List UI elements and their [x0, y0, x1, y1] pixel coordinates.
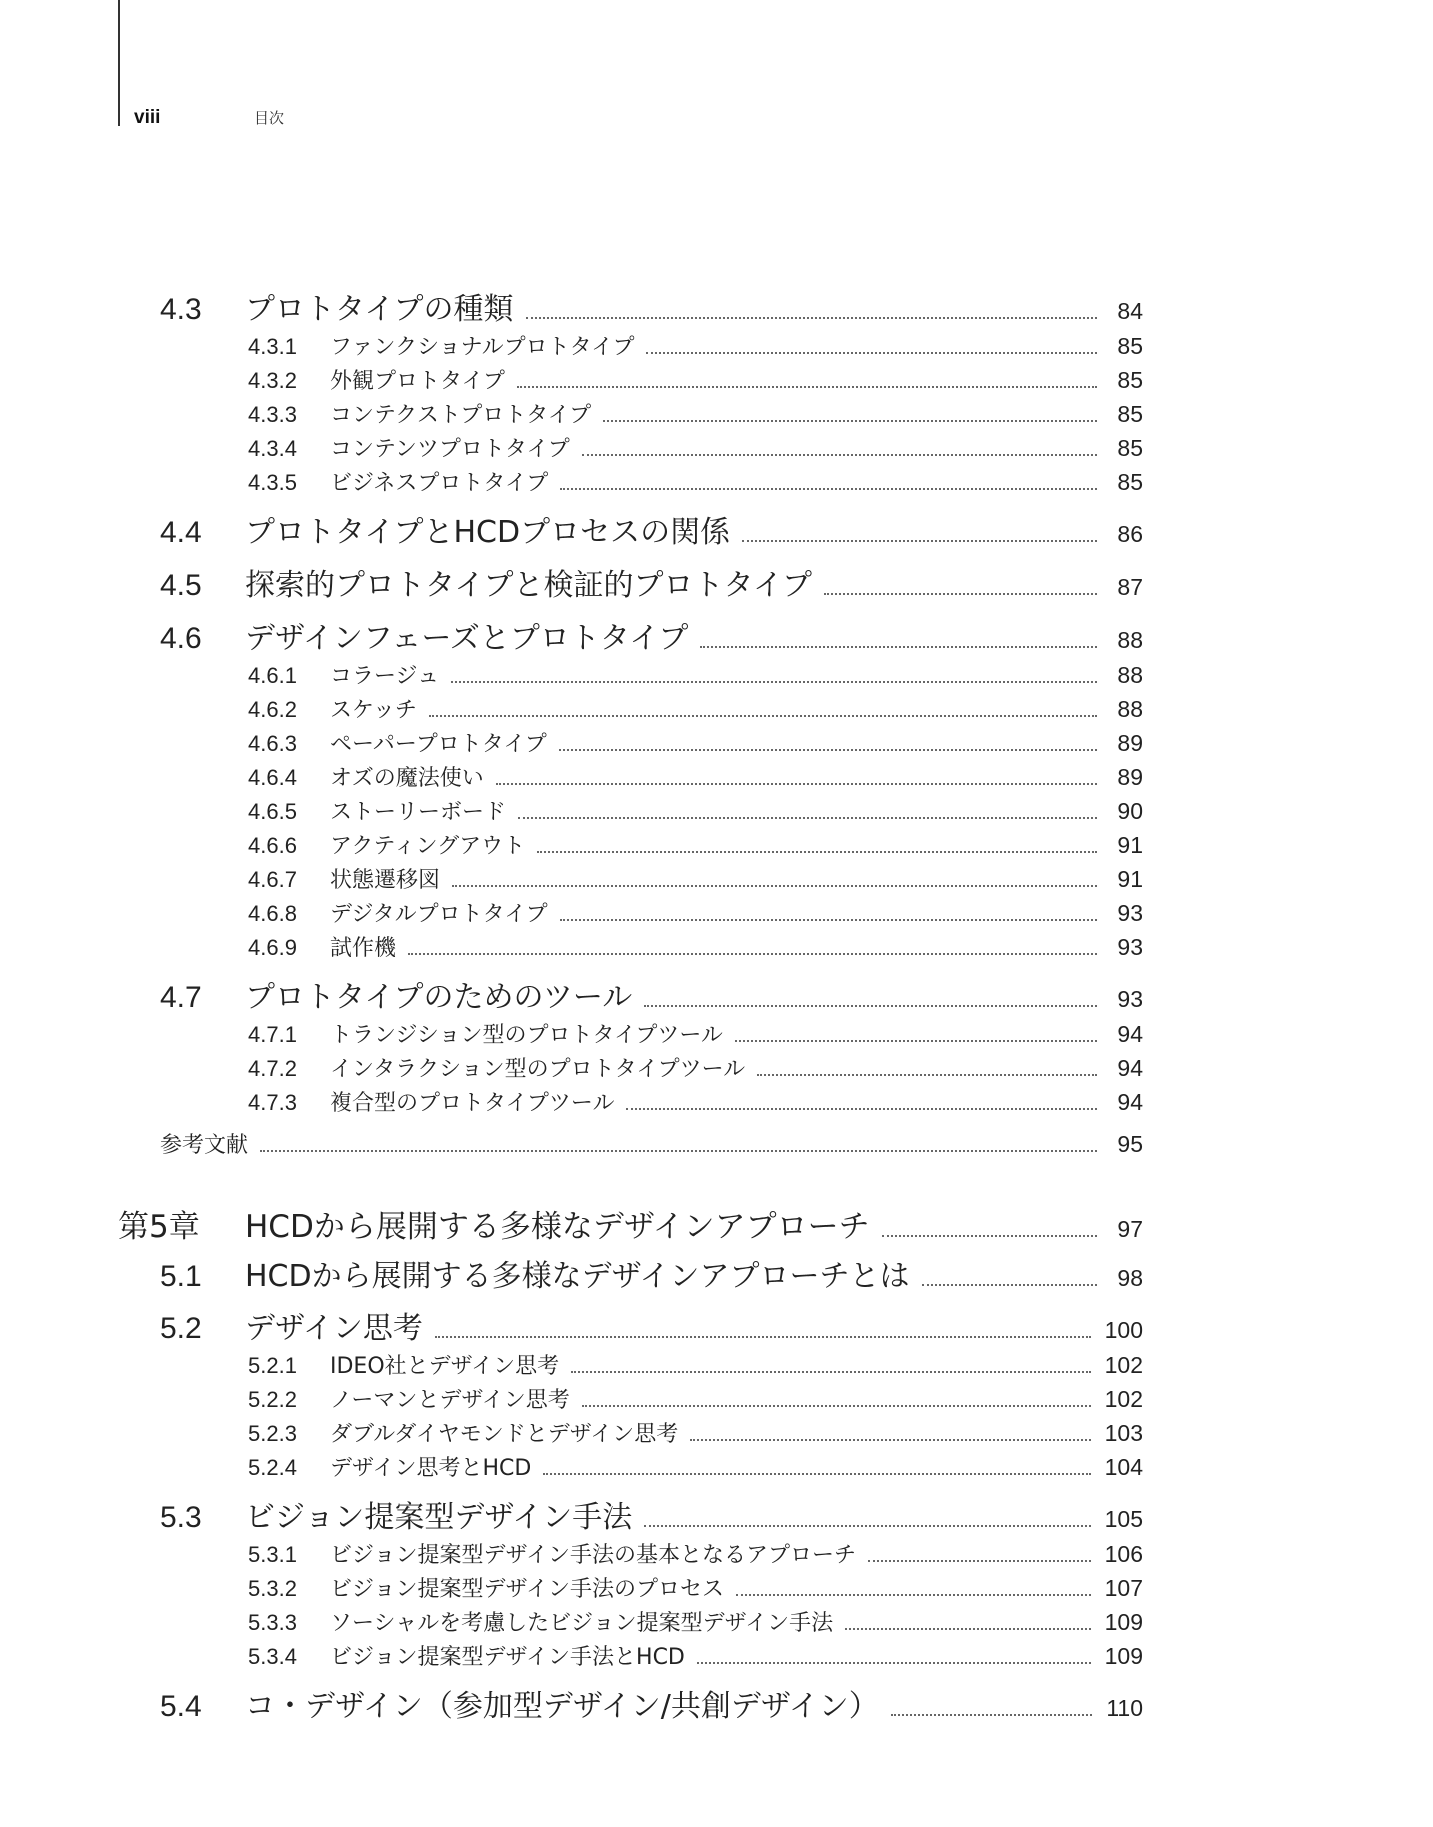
- toc-subsection[interactable]: [248, 829, 1143, 860]
- page-ref: 85: [1117, 333, 1143, 359]
- subsection-title: コンテクストプロトタイプ: [330, 403, 592, 428]
- toc-subsection[interactable]: [248, 1018, 1143, 1049]
- toc-section[interactable]: [160, 560, 1143, 605]
- page-ref: 95: [1117, 1131, 1143, 1157]
- subsection-title: コラージュ: [330, 664, 440, 689]
- leader-dots: [451, 681, 1097, 683]
- leader-dots: [582, 1405, 1091, 1407]
- leader-dots: [559, 749, 1097, 751]
- section-number: 4.5: [160, 569, 202, 602]
- leader-dots: [697, 1662, 1091, 1664]
- leader-dots: [543, 1473, 1090, 1475]
- leader-dots: [603, 420, 1097, 422]
- section-number: 5.3: [160, 1501, 202, 1534]
- page-ref: 90: [1117, 798, 1143, 824]
- subsection-title: ソーシャルを考慮したビジョン提案型デザイン手法: [330, 1611, 834, 1636]
- toc-subsection[interactable]: [248, 330, 1143, 361]
- page-ref: 93: [1117, 934, 1143, 960]
- toc-subsection[interactable]: [248, 1538, 1143, 1569]
- subsection-number: 4.3.4: [248, 436, 297, 461]
- subsection-number: 5.3.4: [248, 1644, 297, 1669]
- toc-section[interactable]: [160, 1492, 1143, 1537]
- leader-dots: [526, 317, 1098, 319]
- page-ref: 94: [1117, 1021, 1143, 1047]
- subsection-number: 4.6.9: [248, 935, 297, 960]
- page-ref: 88: [1117, 662, 1143, 688]
- subsection-title: ペーパープロトタイプ: [330, 732, 547, 757]
- section-title: プロトタイプのためのツール: [245, 980, 633, 1015]
- toc-section[interactable]: [160, 1251, 1143, 1296]
- subsection-number: 4.6.6: [248, 833, 297, 858]
- page-ref: 85: [1117, 401, 1143, 427]
- leader-dots: [626, 1108, 1097, 1110]
- page-ref: 104: [1104, 1454, 1143, 1480]
- leader-dots: [868, 1560, 1091, 1562]
- page-ref: 109: [1104, 1643, 1143, 1669]
- toc-subsection[interactable]: [248, 432, 1143, 463]
- subsection-number: 5.2.3: [248, 1421, 297, 1446]
- page-ref: 93: [1117, 986, 1143, 1012]
- subsection-title: インタラクション型のプロトタイプツール: [330, 1057, 746, 1082]
- page-ref: 89: [1117, 730, 1143, 756]
- leader-dots: [260, 1150, 1097, 1152]
- subsection-title: 複合型のプロトタイプツール: [330, 1091, 615, 1116]
- toc-subsection[interactable]: [248, 1451, 1143, 1482]
- page-ref: 102: [1104, 1352, 1143, 1378]
- toc-section[interactable]: [160, 1303, 1143, 1348]
- page-ref: 91: [1117, 832, 1143, 858]
- subsection-title: デザイン思考とHCD: [330, 1456, 532, 1481]
- toc-subsection[interactable]: [248, 1086, 1143, 1117]
- toc-subsection[interactable]: [248, 863, 1143, 894]
- toc-section[interactable]: [160, 284, 1143, 329]
- subsection-number: 4.6.8: [248, 901, 297, 926]
- leader-dots: [845, 1628, 1090, 1630]
- subsection-number: 4.6.4: [248, 765, 297, 790]
- margin-rule: [118, 0, 120, 126]
- page-ref: 89: [1117, 764, 1143, 790]
- toc-subsection[interactable]: [248, 795, 1143, 826]
- page-ref: 85: [1117, 367, 1143, 393]
- toc-subsection[interactable]: [248, 364, 1143, 395]
- page-ref: 84: [1117, 298, 1143, 324]
- page-ref: 107: [1104, 1575, 1143, 1601]
- toc-subsection[interactable]: [248, 1349, 1143, 1380]
- section-title: デザイン思考: [245, 1311, 423, 1346]
- section-number: 4.6: [160, 622, 202, 655]
- page-ref: 87: [1117, 574, 1143, 600]
- leader-dots: [517, 386, 1097, 388]
- subsection-number: 5.3.3: [248, 1610, 297, 1635]
- page-ref: 86: [1117, 521, 1143, 547]
- leader-dots: [429, 715, 1097, 717]
- leader-dots: [560, 919, 1097, 921]
- leader-dots: [496, 783, 1097, 785]
- toc-subsection[interactable]: [248, 761, 1143, 792]
- page-ref: 85: [1117, 435, 1143, 461]
- section-title: プロトタイプの種類: [245, 292, 514, 327]
- subsection-title: オズの魔法使い: [330, 766, 484, 791]
- subsection-number: 5.2.4: [248, 1455, 297, 1480]
- section-title: ビジョン提案型デザイン手法: [245, 1500, 633, 1535]
- leader-dots: [408, 953, 1097, 955]
- page-ref: 85: [1117, 469, 1143, 495]
- subsection-title: 状態遷移図: [330, 868, 441, 893]
- section-number: 4.3: [160, 293, 202, 326]
- toc-subsection[interactable]: [248, 466, 1143, 497]
- subsection-number: 4.7.2: [248, 1056, 297, 1081]
- leader-dots: [735, 1040, 1097, 1042]
- toc-section[interactable]: [160, 972, 1143, 1017]
- subsection-title: アクティングアウト: [330, 834, 526, 859]
- subsection-title: コンテンツプロトタイプ: [330, 437, 570, 462]
- leader-dots: [736, 1594, 1091, 1596]
- page-ref: 103: [1104, 1420, 1143, 1446]
- leader-dots: [700, 646, 1097, 648]
- toc-references[interactable]: [160, 1128, 1143, 1159]
- page-ref: 98: [1117, 1265, 1143, 1291]
- subsection-title: 外観プロトタイプ: [330, 369, 505, 394]
- toc-subsection[interactable]: [248, 398, 1143, 429]
- leader-dots: [742, 540, 1097, 542]
- toc-subsection[interactable]: [248, 693, 1143, 724]
- toc-subsection[interactable]: [248, 727, 1143, 758]
- page-ref: 100: [1104, 1317, 1143, 1343]
- subsection-title: ファンクショナルプロトタイプ: [330, 335, 635, 360]
- subsection-title: 試作機: [330, 936, 397, 961]
- leader-dots: [435, 1336, 1091, 1338]
- section-title: HCDから展開する多様なデザインアプローチとは: [245, 1259, 910, 1294]
- subsection-title: ビジョン提案型デザイン手法のプロセス: [330, 1577, 725, 1602]
- section-title: プロトタイプとHCDプロセスの関係: [245, 515, 731, 550]
- page-ref: 105: [1104, 1506, 1143, 1532]
- section-title: デザインフェーズとプロトタイプ: [245, 621, 689, 656]
- page-ref: 106: [1104, 1541, 1143, 1567]
- leader-dots: [518, 817, 1097, 819]
- leader-dots: [891, 1714, 1093, 1716]
- toc-section[interactable]: [160, 613, 1143, 658]
- leader-dots: [922, 1284, 1097, 1286]
- page-ref: 88: [1117, 696, 1143, 722]
- subsection-title: ノーマンとデザイン思考: [330, 1388, 570, 1413]
- section-title: 探索的プロトタイプと検証的プロトタイプ: [245, 568, 812, 603]
- subsection-number: 4.3.3: [248, 402, 297, 427]
- leader-dots: [537, 851, 1097, 853]
- page-ref: 102: [1104, 1386, 1143, 1412]
- subsection-number: 5.3.1: [248, 1542, 297, 1567]
- subsection-title: ストーリーボード: [330, 800, 507, 825]
- leader-dots: [882, 1235, 1097, 1237]
- subsection-title: ビジョン提案型デザイン手法とHCD: [330, 1645, 685, 1670]
- page-ref: 93: [1117, 900, 1143, 926]
- references-title: 参考文献: [160, 1133, 249, 1158]
- page-ref: 94: [1117, 1055, 1143, 1081]
- toc-section[interactable]: [160, 507, 1143, 552]
- subsection-title: デジタルプロトタイプ: [330, 902, 548, 927]
- leader-dots: [690, 1439, 1090, 1441]
- subsection-number: 4.3.2: [248, 368, 297, 393]
- chapter-number: 第5章: [118, 1209, 200, 1245]
- leader-dots: [582, 454, 1097, 456]
- section-title: コ・デザイン（参加型デザイン/共創デザイン）: [245, 1689, 879, 1724]
- subsection-title: トランジション型のプロトタイプツール: [330, 1023, 723, 1048]
- subsection-number: 4.6.1: [248, 663, 297, 688]
- toc-subsection[interactable]: [248, 1383, 1143, 1414]
- chapter-title: HCDから展開する多様なデザインアプローチ: [245, 1209, 870, 1245]
- toc-subsection[interactable]: [248, 1417, 1143, 1448]
- toc-subsection[interactable]: [248, 897, 1143, 928]
- page-ref: 97: [1117, 1216, 1143, 1242]
- leader-dots: [757, 1074, 1097, 1076]
- page-number: viii: [134, 107, 161, 128]
- subsection-number: 5.2.1: [248, 1353, 297, 1378]
- toc-chapter[interactable]: [118, 1201, 1143, 1247]
- running-head: 目次: [254, 109, 285, 127]
- subsection-number: 4.6.3: [248, 731, 297, 756]
- toc-subsection[interactable]: [248, 659, 1143, 690]
- leader-dots: [452, 885, 1097, 887]
- subsection-number: 4.6.7: [248, 867, 297, 892]
- page-ref: 88: [1117, 627, 1143, 653]
- leader-dots: [571, 1371, 1091, 1373]
- toc-subsection[interactable]: [248, 1640, 1143, 1671]
- toc-subsection[interactable]: [248, 1606, 1143, 1637]
- leader-dots: [644, 1005, 1097, 1007]
- leader-dots: [644, 1525, 1090, 1527]
- section-number: 5.1: [160, 1260, 202, 1293]
- leader-dots: [560, 488, 1097, 490]
- toc-subsection[interactable]: [248, 931, 1143, 962]
- toc-section[interactable]: [160, 1681, 1143, 1726]
- subsection-number: 4.3.5: [248, 470, 297, 495]
- section-number: 5.4: [160, 1690, 202, 1723]
- subsection-number: 5.2.2: [248, 1387, 297, 1412]
- page-ref: 110: [1106, 1695, 1143, 1721]
- subsection-title: IDEO社とデザイン思考: [330, 1354, 560, 1379]
- subsection-title: スケッチ: [330, 698, 417, 723]
- page-ref: 94: [1117, 1089, 1143, 1115]
- toc-subsection[interactable]: [248, 1572, 1143, 1603]
- leader-dots: [646, 352, 1097, 354]
- subsection-title: ダブルダイヤモンドとデザイン思考: [330, 1422, 679, 1447]
- subsection-title: ビジネスプロトタイプ: [330, 471, 549, 496]
- page-ref: 91: [1117, 866, 1143, 892]
- page-ref: 109: [1104, 1609, 1143, 1635]
- leader-dots: [824, 593, 1097, 595]
- section-number: 4.4: [160, 516, 202, 549]
- subsection-number: 4.3.1: [248, 334, 297, 359]
- subsection-number: 4.7.1: [248, 1022, 297, 1047]
- subsection-title: ビジョン提案型デザイン手法の基本となるアプローチ: [330, 1543, 857, 1568]
- page-header: [134, 107, 284, 129]
- subsection-number: 5.3.2: [248, 1576, 297, 1601]
- section-number: 4.7: [160, 981, 202, 1014]
- subsection-number: 4.6.2: [248, 697, 297, 722]
- toc-subsection[interactable]: [248, 1052, 1143, 1083]
- subsection-number: 4.7.3: [248, 1090, 297, 1115]
- subsection-number: 4.6.5: [248, 799, 297, 824]
- section-number: 5.2: [160, 1312, 202, 1345]
